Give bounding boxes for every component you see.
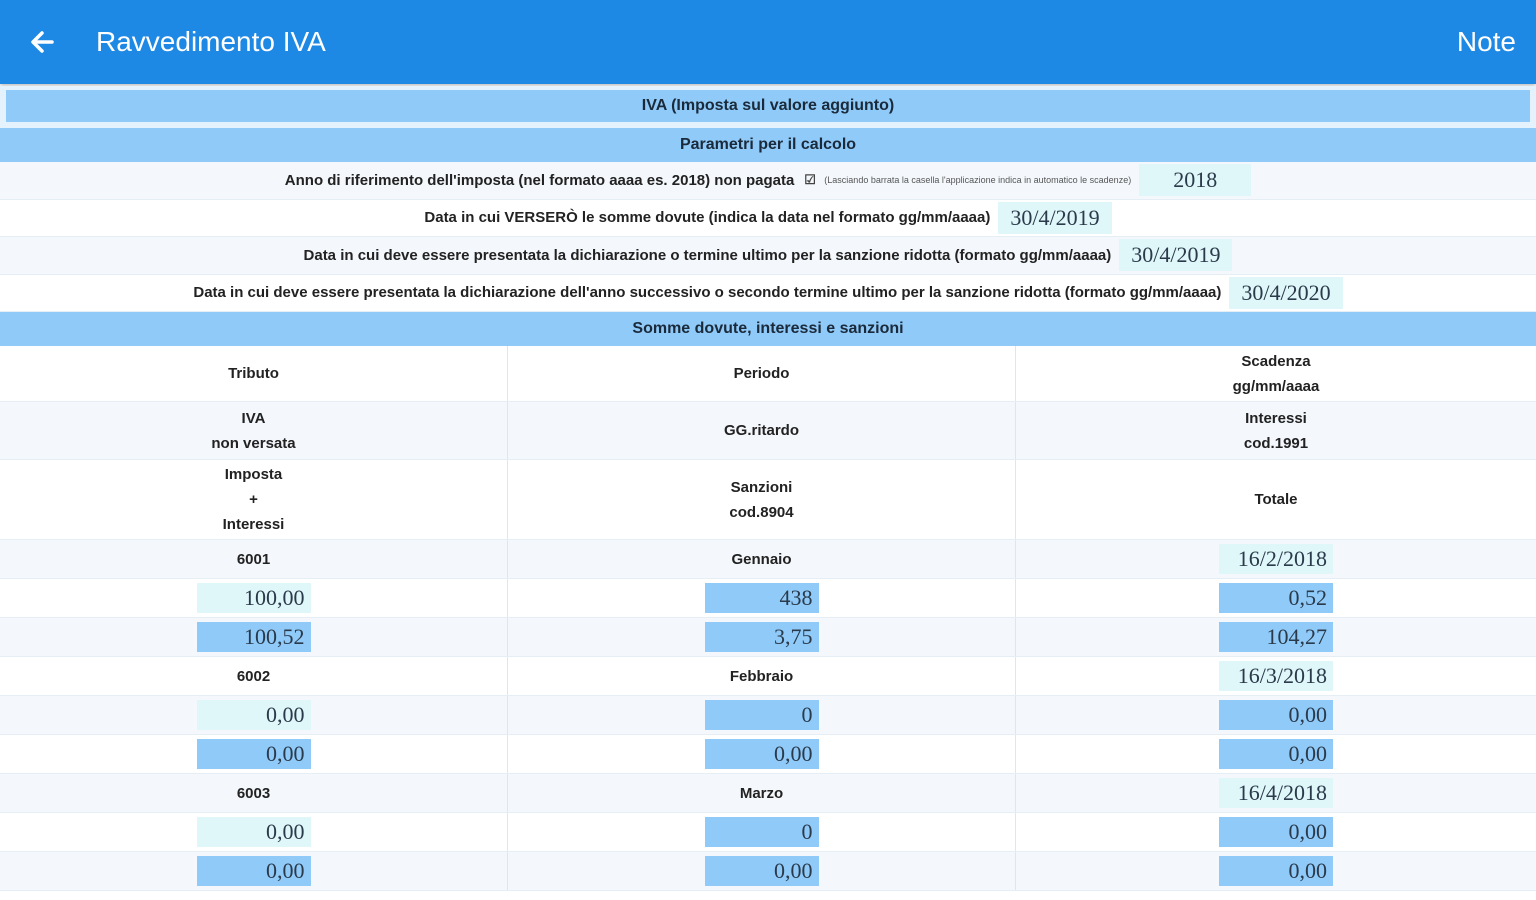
header-interessi-line1: Interessi [1245, 409, 1307, 427]
imposta-interessi-cell [0, 852, 508, 890]
table-row [0, 813, 1536, 852]
param-row-dichiarazione [0, 237, 1536, 275]
table-row [0, 774, 1536, 813]
header-scadenza-line2: gg/mm/aaaa [1232, 377, 1320, 395]
anno-label: Anno di riferimento dell'imposta (nel formato aaaa es. 2018) non pagata [284, 171, 795, 189]
interessi-value: 0,00 [1219, 700, 1333, 730]
dichiarazione-date-input[interactable]: 30/4/2019 [1119, 239, 1232, 271]
gg-ritardo-value: 0 [705, 817, 819, 847]
sanzioni-cell [508, 618, 1016, 656]
header-iva [0, 402, 508, 459]
totale-value: 104,27 [1219, 622, 1333, 652]
versero-date-input[interactable]: 30/4/2019 [998, 202, 1111, 234]
sanzioni-value: 0,00 [705, 856, 819, 886]
sanzioni-cell [508, 852, 1016, 890]
scadenza-input[interactable]: 16/2/2018 [1219, 544, 1333, 574]
app-title: Ravvedimento IVA [96, 26, 326, 57]
scadenza-cell [1016, 657, 1536, 695]
table-row [0, 618, 1536, 657]
interessi-value: 0,52 [1219, 583, 1333, 613]
gg-ritardo-cell [508, 579, 1016, 617]
param-row-anno [0, 162, 1536, 200]
interessi-value: 0,00 [1219, 817, 1333, 847]
imposta-interessi-value: 0,00 [197, 739, 311, 769]
periodo: Febbraio [508, 657, 1016, 695]
interessi-cell [1016, 813, 1536, 851]
iva-input[interactable]: 0,00 [197, 700, 311, 730]
header-totale: Totale [1254, 491, 1298, 508]
param-row-versero [0, 200, 1536, 238]
dichiarazione-label: Data in cui deve essere presentata la dichiarazione o termine ultimo per la sanzione ridotta (formato gg/mm/aaaa) [303, 246, 1112, 264]
interessi-cell [1016, 696, 1536, 734]
header-tributo: Tributo [0, 346, 508, 401]
section-somme-header: Somme dovute, interessi e sanzioni [0, 312, 1536, 346]
gg-ritardo-cell [508, 813, 1016, 851]
scadenza-cell [1016, 540, 1536, 578]
header-sanzioni-line2: cod.8904 [729, 503, 794, 521]
iva-cell [0, 813, 508, 851]
sanzioni-cell [508, 735, 1016, 773]
imposta-interessi-cell [0, 735, 508, 773]
totale-cell [1016, 852, 1536, 890]
imposta-interessi-value: 100,52 [197, 622, 311, 652]
section-params-header: Parametri per il calcolo [0, 128, 1536, 162]
totale-cell [1016, 735, 1536, 773]
table-row [0, 657, 1536, 696]
iva-cell [0, 696, 508, 734]
header-imposta-line2: + [249, 491, 258, 508]
back-arrow-icon[interactable] [22, 22, 62, 62]
section-iva-header: IVA (Imposta sul valore aggiunto) [0, 86, 1536, 128]
table-row [0, 696, 1536, 735]
table-row [0, 735, 1536, 774]
imposta-interessi-value: 0,00 [197, 856, 311, 886]
totale-cell [1016, 618, 1536, 656]
table-row [0, 540, 1536, 579]
iva-cell [0, 579, 508, 617]
anno-input[interactable]: 2018 [1139, 164, 1251, 196]
table-row [0, 852, 1536, 891]
sanzioni-value: 3,75 [705, 622, 819, 652]
tributo-code: 6002 [0, 657, 508, 695]
tributo-code: 6003 [0, 774, 508, 812]
scadenza-cell [1016, 774, 1536, 812]
imposta-interessi-cell [0, 618, 508, 656]
scadenza-input[interactable]: 16/4/2018 [1219, 778, 1333, 808]
table-header-row [0, 460, 1536, 540]
totale-value: 0,00 [1219, 856, 1333, 886]
sanzioni-value: 0,00 [705, 739, 819, 769]
table-header-row [0, 346, 1536, 402]
header-sanzioni [508, 460, 1016, 539]
header-imposta-interessi [0, 460, 508, 539]
table-row [0, 579, 1536, 618]
header-iva-line2: non versata [211, 434, 296, 452]
totale-value: 0,00 [1219, 739, 1333, 769]
header-imposta-line3: Interessi [222, 516, 285, 533]
main-content [0, 86, 1536, 891]
header-scadenza-line1: Scadenza [1241, 352, 1311, 370]
auto-deadline-checkbox[interactable] [804, 173, 1131, 187]
interessi-cell [1016, 579, 1536, 617]
header-imposta-line1: Imposta [224, 466, 283, 483]
header-sanzioni-line1: Sanzioni [730, 478, 793, 496]
gg-ritardo-value: 438 [705, 583, 819, 613]
param-row-dichiarazione-2 [0, 275, 1536, 313]
app-bar [0, 0, 1536, 84]
dichiarazione2-date-input[interactable]: 30/4/2020 [1229, 277, 1342, 309]
header-interessi-line2: cod.1991 [1243, 434, 1309, 452]
iva-input[interactable]: 0,00 [197, 817, 311, 847]
iva-input[interactable]: 100,00 [197, 583, 311, 613]
periodo: Marzo [508, 774, 1016, 812]
tributo-code: 6001 [0, 540, 508, 578]
scadenza-input[interactable]: 16/3/2018 [1219, 661, 1333, 691]
dichiarazione2-label: Data in cui deve essere presentata la dichiarazione dell'anno successivo o secondo termine ultimo per la sanzione ridotta (formato gg/mm/aaaa) [193, 284, 1222, 302]
gg-ritardo-cell [508, 696, 1016, 734]
header-iva-line1: IVA [241, 409, 266, 427]
periodo: Gennaio [508, 540, 1016, 578]
table-header-row [0, 402, 1536, 460]
header-periodo: Periodo [508, 346, 1016, 401]
checkbox-checked-icon[interactable]: ☑ [804, 172, 816, 188]
header-scadenza [1016, 346, 1536, 401]
checkbox-note: (Lasciando barrata la casella l'applicazione indica in automatico le scadenze) [824, 175, 1132, 186]
gg-ritardo-value: 0 [705, 700, 819, 730]
header-gg-ritardo: GG.ritardo [508, 402, 1016, 459]
note-button[interactable]: Note [1456, 26, 1516, 57]
header-interessi [1016, 402, 1536, 459]
versero-label: Data in cui VERSERÒ le somme dovute (indica la data nel formato gg/mm/aaaa) [424, 209, 991, 227]
